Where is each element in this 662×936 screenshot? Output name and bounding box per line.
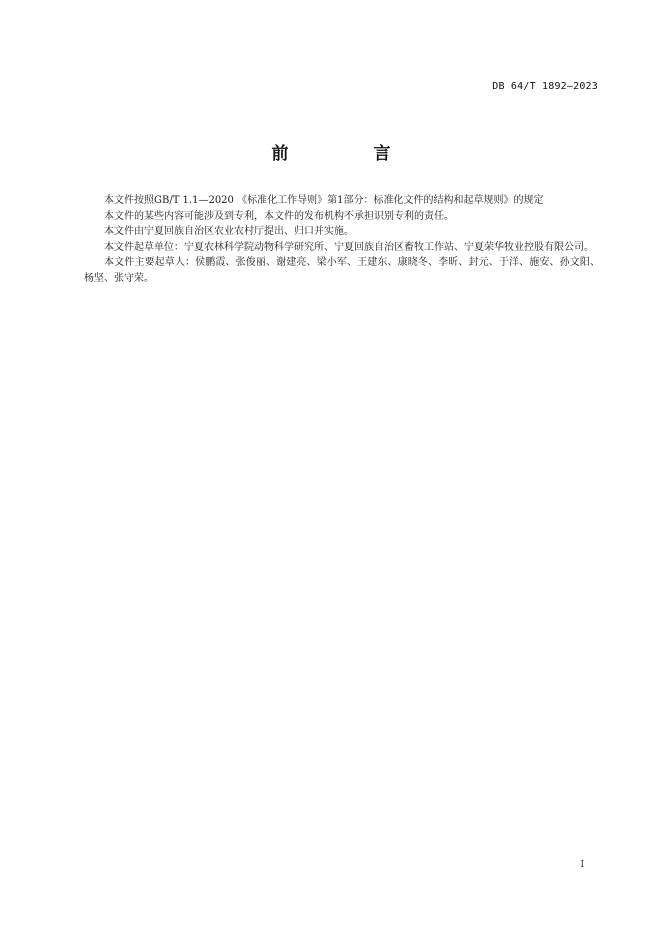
page-title: 前 言 bbox=[271, 144, 425, 164]
paragraph-drafting-rules: 本文件按照GB/T 1.1—2020 《标准化工作导则》第1部分：标准化文件的结构和起草规则》的规定 bbox=[104, 195, 544, 206]
foreword-body bbox=[84, 193, 600, 287]
paragraph-drafting-units: 本文件起草单位：宁夏农林科学院动物科学研究所、宁夏回族自治区畜牧工作站、宁夏荣华牧业控股有限公司。 bbox=[104, 241, 594, 253]
paragraph-proposer: 本文件由宁夏回族自治区农业农村厅提出、归口并实施。 bbox=[104, 226, 354, 238]
paragraph-patent-notice: 本文件的某些内容可能涉及到专利，本文件的发布机构不承担识别专利的责任。 bbox=[104, 210, 454, 222]
paragraph-drafters: 本文件主要起草人：侯鹏霞、张俊丽、谢建亮、梁小军、王建东、康晓冬、李昕、封元、于洋、施安、孙文阳、杨坚、张守荣。 bbox=[84, 257, 600, 284]
document-code: DB 64/T 1892—2023 bbox=[492, 81, 598, 92]
page-number: I bbox=[580, 860, 584, 870]
